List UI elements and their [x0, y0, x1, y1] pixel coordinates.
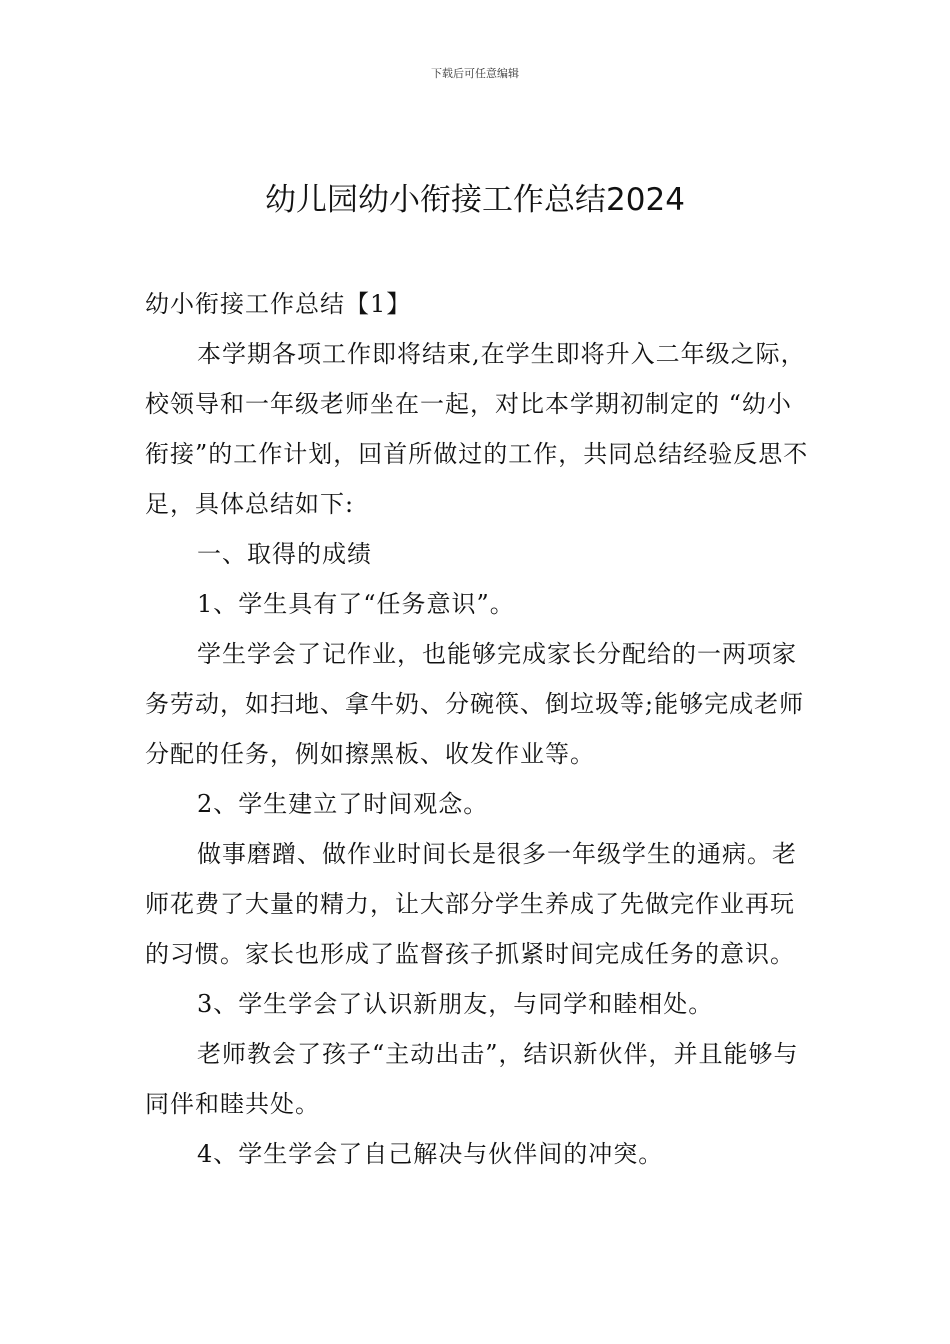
point-2-heading: 2、学生建立了时间观念。: [197, 790, 489, 818]
heading-achievements: 一、取得的成绩: [197, 540, 372, 568]
point-1-paragraph: 学生学会了记作业，也能够完成家长分配给的一两项家务劳动，如扫地、拿牛奶、分碗筷、倒垃圾等;能够完成老师分配的任务，例如擦黑板、收发作业等。: [145, 640, 805, 768]
header-note: 下载后可任意编辑: [431, 67, 519, 80]
point-4-heading: 4、学生学会了自己解决与伙伴间的冲突。: [197, 1140, 664, 1168]
point-3-paragraph: 老师教会了孩子“主动出击”，结识新伙伴，并且能够与同伴和睦共处。: [145, 1040, 799, 1118]
section-heading: 幼小衔接工作总结【1】: [145, 290, 412, 318]
point-3-heading: 3、学生学会了认识新朋友，与同学和睦相处。: [197, 990, 714, 1018]
point-2-paragraph: 做事磨蹭、做作业时间长是很多一年级学生的通病。老师花费了大量的精力，让大部分学生养成了先做完作业再玩的习惯。家长也形成了监督孩子抓紧时间完成任务的意识。: [145, 840, 797, 968]
point-1-heading: 1、学生具有了“任务意识”。: [197, 590, 515, 618]
paragraph-intro: 本学期各项工作即将结束,在学生即将升入二年级之际，校领导和一年级老师坐在一起，对比本学期初制定的 “幼小衔接”的工作计划，回首所做过的工作，共同总结经验反思不足，具体总结如下:: [145, 340, 809, 518]
document-body: [145, 279, 810, 1179]
document-title: 幼儿园幼小衔接工作总结2024: [265, 182, 685, 218]
